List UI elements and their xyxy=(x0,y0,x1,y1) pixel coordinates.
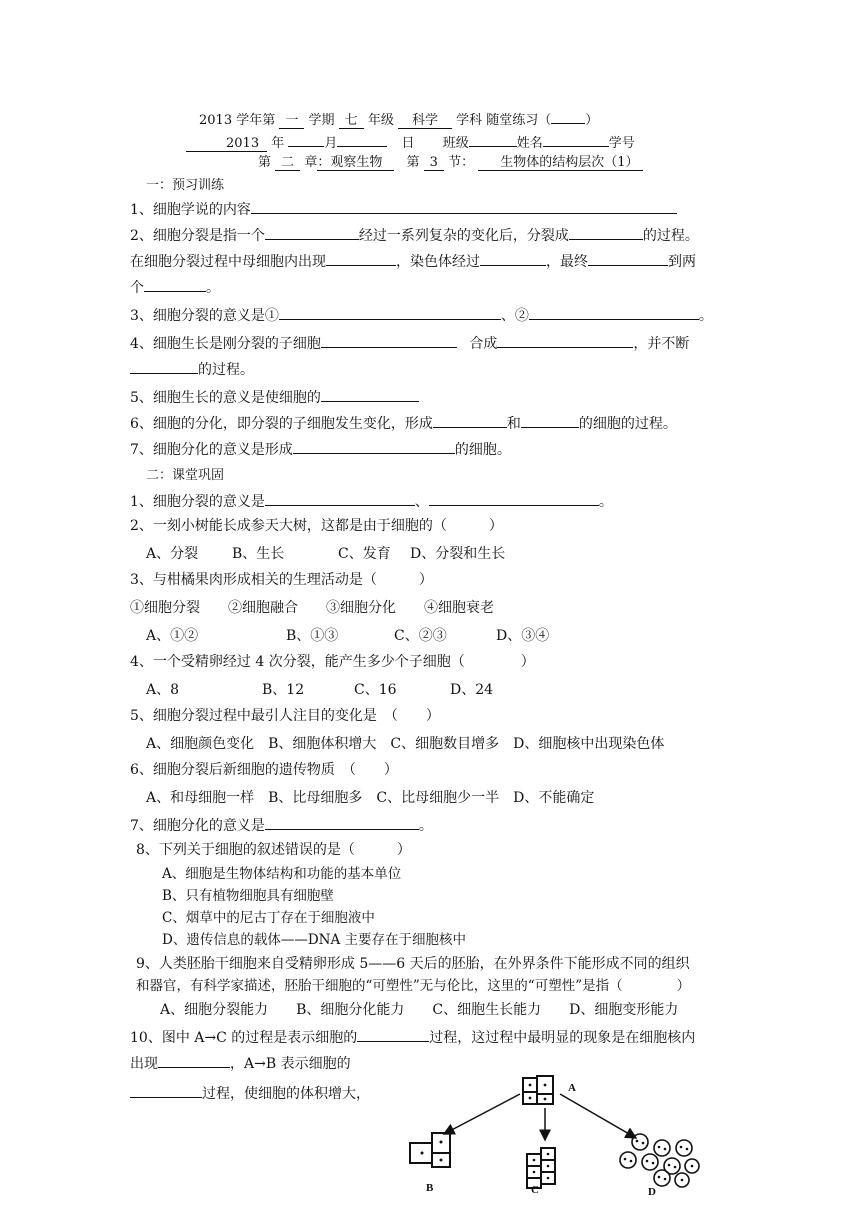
option-a[interactable]: A、分裂 xyxy=(146,546,199,562)
question-text: 。 xyxy=(698,308,713,324)
label-c: C xyxy=(531,1184,539,1196)
header-text: 节： xyxy=(448,155,475,170)
s2-q10-cont2 xyxy=(130,1082,370,1104)
question-text: 在细胞分裂过程中母细胞内出现 xyxy=(130,254,326,270)
practice-blank[interactable] xyxy=(551,108,585,124)
answer-blank[interactable] xyxy=(293,438,455,454)
question-text: 。 xyxy=(598,494,613,510)
answer-blank[interactable] xyxy=(265,490,415,506)
option-a[interactable]: A、①② xyxy=(146,628,199,644)
s2-q2-options xyxy=(146,544,505,564)
s1-q1 xyxy=(130,198,677,220)
s2-q8-option-a[interactable]: A、细胞是生物体结构和功能的基本单位 xyxy=(162,866,402,882)
answer-blank[interactable] xyxy=(144,276,206,292)
question-text: 、 xyxy=(414,494,429,510)
grade-value: 七 xyxy=(339,113,364,129)
answer-blank[interactable] xyxy=(321,332,457,348)
question-text: 1、细胞学说的内容 xyxy=(130,202,251,218)
label-d: D xyxy=(648,1186,656,1198)
question-text: 个 xyxy=(130,280,144,296)
s2-q1 xyxy=(130,490,613,512)
arrow-a-d xyxy=(560,1094,636,1138)
answer-blank[interactable] xyxy=(158,1052,230,1068)
question-text: 6、细胞的分化，即分裂的子细胞发生变化，形成 xyxy=(130,416,433,432)
s2-q10-cont xyxy=(130,1052,351,1074)
question-text: 7、细胞分化的意义是形成 xyxy=(130,442,293,458)
s2-q3-items: ①细胞分裂 ②细胞融合 ③细胞分化 ④细胞衰老 xyxy=(130,600,494,616)
cell-a xyxy=(523,1076,553,1104)
day-blank[interactable] xyxy=(337,131,387,147)
option-d[interactable]: D、③④ xyxy=(496,628,550,644)
question-text: 过程，这过程中最明显的现象是在细胞核内 xyxy=(429,1030,696,1046)
answer-blank[interactable] xyxy=(529,304,699,320)
s2-q3-options xyxy=(146,626,549,646)
s2-q5: 5、细胞分裂过程中最引人注目的变化是 （ ） xyxy=(130,708,440,724)
s2-q5-options[interactable]: A、细胞颜色变化 B、细胞体积增大 C、细胞数目增多 D、细胞核中出现染色体 xyxy=(146,736,665,752)
section1-title: 一：预习训练 xyxy=(146,178,225,193)
s1-q7 xyxy=(130,438,511,460)
header-text: 学科 随堂练习（ xyxy=(456,113,552,128)
header-line-2 xyxy=(186,131,635,154)
answer-blank[interactable] xyxy=(321,386,419,402)
header-line-3 xyxy=(258,153,643,173)
question-text: ，染色体经过 xyxy=(396,254,480,270)
answer-blank[interactable] xyxy=(433,412,507,428)
question-text: 和 xyxy=(506,416,521,432)
s1-q6 xyxy=(130,412,677,434)
answer-blank[interactable] xyxy=(265,224,359,240)
option-a[interactable]: A、8 xyxy=(146,682,180,698)
question-text: 10、图中 A→C 的过程是表示细胞的 xyxy=(130,1030,358,1046)
s2-q4-options xyxy=(146,680,493,700)
s2-q10 xyxy=(130,1026,695,1048)
subject-value: 科学 xyxy=(398,113,452,129)
s1-q4-cont xyxy=(130,358,254,380)
option-c[interactable]: C、②③ xyxy=(394,628,447,644)
arrow-a-b xyxy=(444,1094,520,1134)
option-b[interactable]: B、12 xyxy=(262,682,305,698)
option-d[interactable]: D、24 xyxy=(450,682,494,698)
question-text: 。 xyxy=(418,818,433,834)
label-b: B xyxy=(426,1182,434,1194)
header-text: 月 xyxy=(324,136,338,151)
s2-q8: 8、下列关于细胞的叙述错误的是（ ） xyxy=(136,842,411,858)
answer-blank[interactable] xyxy=(497,332,633,348)
class-blank[interactable] xyxy=(469,131,517,147)
option-b[interactable]: B、生长 xyxy=(232,546,285,562)
answer-blank[interactable] xyxy=(130,358,198,374)
question-text: 到两 xyxy=(668,254,696,270)
s2-q4: 4、一个受精卵经过 4 次分裂，能产生多少个子细胞（ ） xyxy=(130,654,535,670)
header-line-1 xyxy=(199,108,598,131)
s2-q8-option-d[interactable]: D、遗传信息的载体——DNA 主要存在于细胞核中 xyxy=(162,932,466,948)
answer-blank[interactable] xyxy=(265,814,419,830)
chapter-value: 二 xyxy=(275,155,300,171)
s1-q5 xyxy=(130,386,419,408)
cell-b xyxy=(410,1133,450,1167)
month-blank[interactable] xyxy=(288,131,324,147)
s1-q2-cont2 xyxy=(130,276,220,298)
header-text: 日 xyxy=(401,136,415,151)
s2-q9: 9、人类胚胎干细胞来自受精卵形成 5——6 天后的胚胎，在外界条件下能形成不同的组织 xyxy=(136,956,690,972)
question-text: 的过程。 xyxy=(642,228,699,244)
option-b[interactable]: B、①③ xyxy=(286,628,339,644)
question-text: 合成 xyxy=(469,336,498,352)
header-text: 年 xyxy=(271,136,285,151)
year-value: 2013 xyxy=(186,136,267,152)
question-text: 过程，使细胞的体积增大， xyxy=(202,1086,370,1102)
s2-q6: 6、细胞分裂后新细胞的遗传物质 （ ） xyxy=(130,762,398,778)
section-value: 3 xyxy=(424,155,444,171)
name-blank[interactable] xyxy=(543,131,609,147)
question-text: 7、细胞分化的意义是 xyxy=(130,818,265,834)
question-text: ，A→B 表示细胞的 xyxy=(230,1056,351,1072)
section2-title: 二：课堂巩固 xyxy=(146,468,225,483)
header-text: ） xyxy=(585,113,599,128)
header-text: 学号 xyxy=(608,136,635,151)
answer-blank[interactable] xyxy=(357,1026,429,1042)
question-text: 。 xyxy=(206,280,220,296)
s2-q8-option-b[interactable]: B、只有植物细胞具有细胞壁 xyxy=(162,888,334,904)
option-c[interactable]: C、16 xyxy=(354,682,397,698)
answer-blank[interactable] xyxy=(588,250,668,266)
answer-blank[interactable] xyxy=(521,412,579,428)
answer-blank[interactable] xyxy=(480,250,546,266)
question-text: 4、细胞生长是刚分裂的子细胞 xyxy=(130,336,321,352)
option-c[interactable]: C、发育 xyxy=(338,546,391,562)
s2-q2: 2、一刻小树能长成参天大树，这都是由于细胞的（ ） xyxy=(130,518,503,534)
s1-q3 xyxy=(130,304,713,326)
question-text: 的细胞。 xyxy=(454,442,511,458)
question-text: ，最终 xyxy=(546,254,588,270)
answer-blank[interactable] xyxy=(251,198,677,214)
answer-blank[interactable] xyxy=(326,250,396,266)
question-text: 、② xyxy=(500,308,529,324)
chapter-name: ：观察生物 xyxy=(317,155,394,171)
question-text: 2、细胞分裂是指一个 xyxy=(130,228,265,244)
cell-division-figure xyxy=(400,1068,710,1208)
answer-blank[interactable] xyxy=(130,1082,202,1098)
s2-q7 xyxy=(130,814,433,836)
header-text: 年级 xyxy=(367,113,394,128)
cell-c xyxy=(527,1148,555,1188)
question-text: 出现 xyxy=(130,1056,158,1072)
header-text: 学期 xyxy=(308,113,335,128)
s2-q9-options[interactable]: A、细胞分裂能力 B、细胞分化能力 C、细胞生长能力 D、细胞变形能力 xyxy=(160,1002,679,1018)
s1-q2-cont xyxy=(130,250,696,272)
header-text: 姓名 xyxy=(516,136,543,151)
answer-blank[interactable] xyxy=(429,490,599,506)
answer-blank[interactable] xyxy=(569,224,643,240)
question-text: 3、细胞分裂的意义是① xyxy=(130,308,279,324)
header-text: 第 xyxy=(258,155,272,170)
term-value: 一 xyxy=(279,113,304,129)
question-text: 5、细胞生长的意义是使细胞的 xyxy=(130,390,321,406)
s1-q4 xyxy=(130,332,689,354)
header-text: 2013 学年第 xyxy=(199,113,276,128)
question-text: 经过一系列复杂的变化后，分裂成 xyxy=(358,228,569,244)
s2-q9-cont: 和器官，有科学家描述，胚胎干细胞的“可塑性”无与伦比，这里的“可塑性”是指（ ） xyxy=(136,978,691,994)
s2-q8-option-c[interactable]: C、烟草中的尼古丁存在于细胞液中 xyxy=(162,910,375,926)
question-text: 1、细胞分裂的意义是 xyxy=(130,494,265,510)
s2-q6-options[interactable]: A、和母细胞一样 B、比母细胞多 C、比母细胞少一半 D、不能确定 xyxy=(146,790,595,806)
question-text: ，并不断 xyxy=(633,336,690,352)
s1-q2 xyxy=(130,224,699,246)
section-name: 生物体的结构层次（1） xyxy=(478,155,642,171)
header-text: 班级 xyxy=(442,136,469,151)
question-text: 的细胞的过程。 xyxy=(578,416,677,432)
question-text: 的过程。 xyxy=(198,362,254,378)
label-a: A xyxy=(568,1082,576,1094)
answer-blank[interactable] xyxy=(279,304,501,320)
header-text: 章 xyxy=(304,155,318,170)
option-d[interactable]: D、分裂和生长 xyxy=(410,546,506,562)
header-text: 第 xyxy=(406,155,420,170)
s2-q3: 3、与柑橘果肉形成相关的生理活动是（ ） xyxy=(130,572,433,588)
